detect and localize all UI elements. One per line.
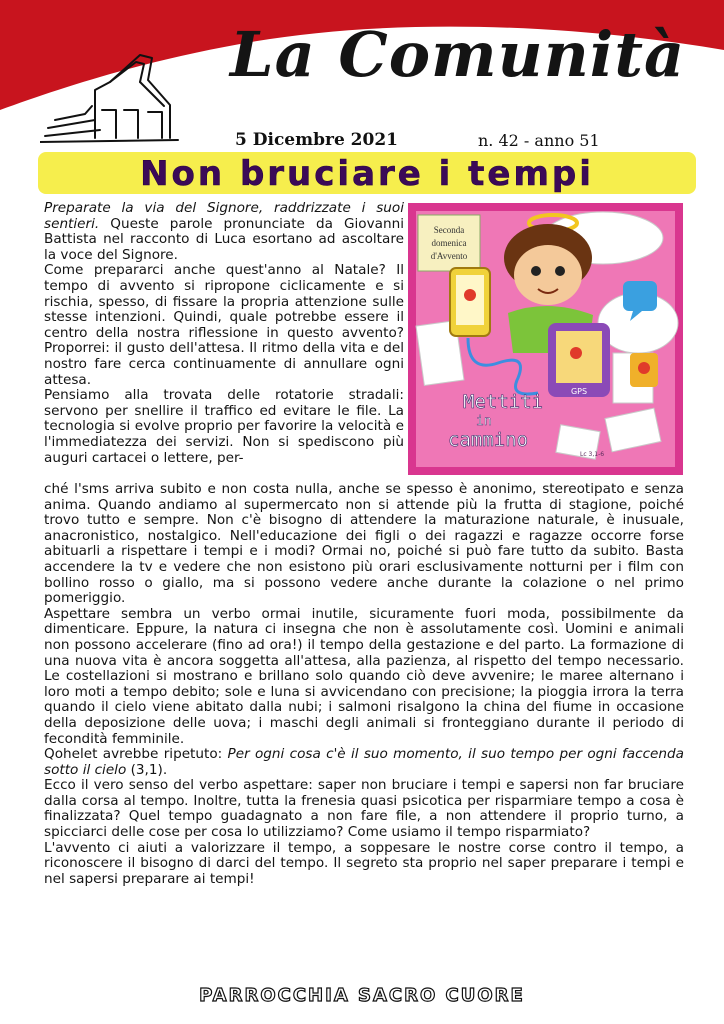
paragraph-1-text: Queste parole pronunciate da Giovanni Battista nel racconto di Luca esortano ad ascoltare la voce del Signore. xyxy=(44,215,404,263)
headline-banner xyxy=(38,152,696,194)
illustration-reference: Lc 3,1-6 xyxy=(580,451,605,458)
article-wide-column xyxy=(44,482,684,887)
paragraph-2: Come prepararci anche quest'anno al Natale? Il tempo di avvento si ripropone ciclicamente e si rischia, spesso, di fissare la propria attenzione sulle stesse intenzioni. Quindi, quale potrebbe essere il centro della nostra riflessione in questo avvento? Proporrei: il gusto dell'attesa. Il ritmo della vita e del nostro fare cerca continuamente di annullare ogni attesa. xyxy=(44,262,404,388)
paragraph-3-continued: ché l'sms arriva subito e non costa nulla, anche se spesso è anonimo, stereotipato e senza anima. Quando andiamo al supermercato non si attende più la frutta di stagione, poiché trovo tutto e sempre. Non c'è bisogno di attendere la maturazione naturale, è inusuale, anacronistico, nostalgico. Nell'educazione dei figli o dei ragazzi e ragazze occorre forse abituarli a rispettare i tempi e i modi? Ormai no, poiché si può fare tutto da subito. Basta accendere la tv e vedere che non esistono più orari esclusivamente notturni per i film con bollino rosso o giallo, ma si possono vedere anche durante la colazione o nel primo pomeriggio. xyxy=(44,481,684,607)
paragraph-5-end: (3,1). xyxy=(126,761,168,778)
badge-line-2: domenica xyxy=(431,238,467,248)
paragraph-6: Ecco il vero senso del verbo aspettare: saper non bruciare i tempi e sapersi non far bruciare dalla corsa al tempo. Inoltre, tutta la frenesia quasi psicotica per risparmiare tempo a cosa è finalizzata? Quel tempo guadagnato a non fare file, a non attendere il proprio turno, a spicciarci delle cose per cosa lo utilizziamo? Come usiamo il tempo risparmiato? xyxy=(44,777,684,841)
paragraph-4: Aspettare sembra un verbo ormai inutile, sicuramente fuori moda, possibilmente da dimenticare. Eppure, la natura ci insegna che non è assolutamente così. Uomini e animali non possono accelerare (fino ad ora!) il tempo della gestazione e del parto. La formazione di una nuova vita è ancora soggetta all'attesa, alla pazienza, al rispetto del tempo necessario. Le costellazioni si mostrano e brillano solo quando ciò deve avvenire; le maree alternano i loro moti a tempo debito; sole e luna si avvicendano con precisione; la pioggia irrora la terra quando il cielo viene abitato dalla nubi; i salmoni risalgono la china del fiume in occasione della deposizione delle uova; i maschi degli animali si fronteggiano durante il periodo di fecondità femminile. xyxy=(44,605,684,747)
opening-quote: Preparate la via del Signore, raddrizzate i suoi sentieri. xyxy=(44,200,404,232)
badge-line-3: d'Avvento xyxy=(430,251,468,261)
gps-label: GPS xyxy=(570,387,588,396)
illustration-title-line-2: in xyxy=(476,414,492,429)
headline-title: Non bruciare i tempi xyxy=(140,154,594,194)
qohelet-quote: Per ogni cosa c'è il suo momento, il suo tempo per ogni faccenda sotto il cielo xyxy=(44,746,684,778)
issue-date: 5 Dicembre 2021 xyxy=(235,130,398,150)
advent-illustration xyxy=(408,203,683,475)
parish-footer: PARROCCHIA SACRO CUORE xyxy=(199,985,525,1006)
church-logo-icon xyxy=(40,50,180,145)
paragraph-3-start: Pensiamo alla trovata delle rotatorie stradali: servono per snellire il traffico ed evitare le file. La tecnologia si evolve proprio per favorire la velocità e l'immediatezza dei servizi. Non si spediscono più auguri cartacei o lettere, per- xyxy=(44,387,404,466)
illustration-title-line-3: cammino xyxy=(448,429,529,451)
masthead-title: La Comunità xyxy=(230,18,686,91)
paragraph-5-start: Qohelet avrebbe ripetuto: xyxy=(44,746,228,763)
badge-line-1: Seconda xyxy=(433,225,465,235)
article-narrow-column xyxy=(44,201,404,466)
illustration-title-line-1: Mettiti xyxy=(463,391,544,413)
paragraph-5 xyxy=(44,747,684,778)
paragraph-7: L'avvento ci aiuti a valorizzare il tempo, a soppesare le nostre corse contro il tempo, a riconoscere il bisogno di darci del tempo. Il segreto sta proprio nel saper preparare i tempi e nel sapersi preparare ai tempi! xyxy=(44,839,684,887)
paragraph-1 xyxy=(44,201,404,263)
issue-number: n. 42 - anno 51 xyxy=(478,131,600,150)
